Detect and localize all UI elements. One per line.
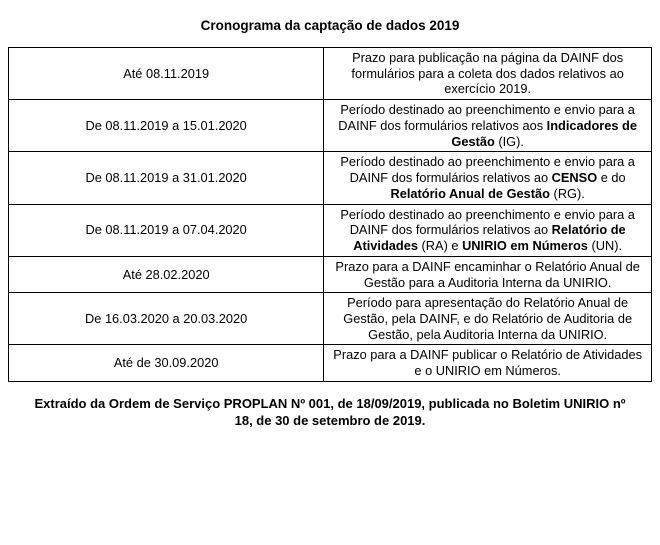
description-cell xyxy=(324,345,652,381)
table-row xyxy=(9,345,652,381)
date-cell: Até 28.02.2020 xyxy=(9,256,324,292)
plain-text: (UN). xyxy=(587,238,623,254)
date-cell: De 08.11.2019 a 07.04.2020 xyxy=(9,204,324,256)
table-row xyxy=(9,204,652,256)
date-cell: De 16.03.2020 a 20.03.2020 xyxy=(9,293,324,345)
plain-text: Período destinado ao preenchimento e envio para a DAINF dos formulários relativos aos xyxy=(338,102,635,133)
emphasized-text: CENSO xyxy=(551,170,598,186)
date-cell: De 08.11.2019 a 31.01.2020 xyxy=(9,152,324,204)
description-cell xyxy=(324,204,652,256)
schedule-table xyxy=(8,47,652,382)
description-cell xyxy=(324,293,652,345)
date-cell: De 08.11.2019 a 15.01.2020 xyxy=(9,100,324,152)
table-row xyxy=(9,48,652,100)
table-row xyxy=(9,152,652,204)
plain-text: Prazo para publicação na página da DAINF dos formulários para a coleta dos dados relativos ao exercício 2019. xyxy=(351,50,624,97)
emphasized-text: UNIRIO em Números xyxy=(462,238,588,254)
table-row xyxy=(9,256,652,292)
emphasized-text: Relatório Anual de Gestão xyxy=(390,185,550,201)
emphasized-text: Indicadores de Gestão xyxy=(451,117,637,149)
plain-text: e do xyxy=(597,170,626,186)
table-row xyxy=(9,100,652,152)
description-cell xyxy=(324,152,652,204)
description-cell xyxy=(324,48,652,100)
table-row xyxy=(9,293,652,345)
date-cell: Até 08.11.2019 xyxy=(9,48,324,100)
plain-text: (RG). xyxy=(550,185,585,201)
plain-text: (IG). xyxy=(494,133,524,149)
plain-text: Prazo para a DAINF encaminhar o Relatório Anual de Gestão para a Auditoria Interna da UNIRIO. xyxy=(335,258,640,290)
plain-text: Período destinado ao preenchimento e envio para a DAINF dos formulários relativos ao xyxy=(340,154,635,186)
description-cell xyxy=(324,100,652,152)
emphasized-text: Relatório de Atividades xyxy=(353,222,626,254)
source-footer: Extraído da Ordem de Serviço PROPLAN Nº 001, de 18/09/2019, publicada no Boletim UNIRIO nº 18, de 30 de setembro de 2019. xyxy=(34,395,626,428)
plain-text: Período destinado ao preenchimento e envio para a DAINF dos formulários relativos ao xyxy=(340,206,635,238)
page-title: Cronograma da captação de dados 2019 xyxy=(200,18,460,33)
description-cell xyxy=(324,256,652,292)
plain-text: (RA) e xyxy=(417,238,463,254)
date-cell: Até de 30.09.2020 xyxy=(9,345,324,381)
plain-text: Período para apresentação do Relatório Anual de Gestão, pela DAINF, e do Relatório de Auditoria de Gestão, pela Auditoria Interna da UNIRIO. xyxy=(343,295,633,342)
plain-text: Prazo para a DAINF publicar o Relatório de Atividades e o UNIRIO em Números. xyxy=(333,347,643,379)
